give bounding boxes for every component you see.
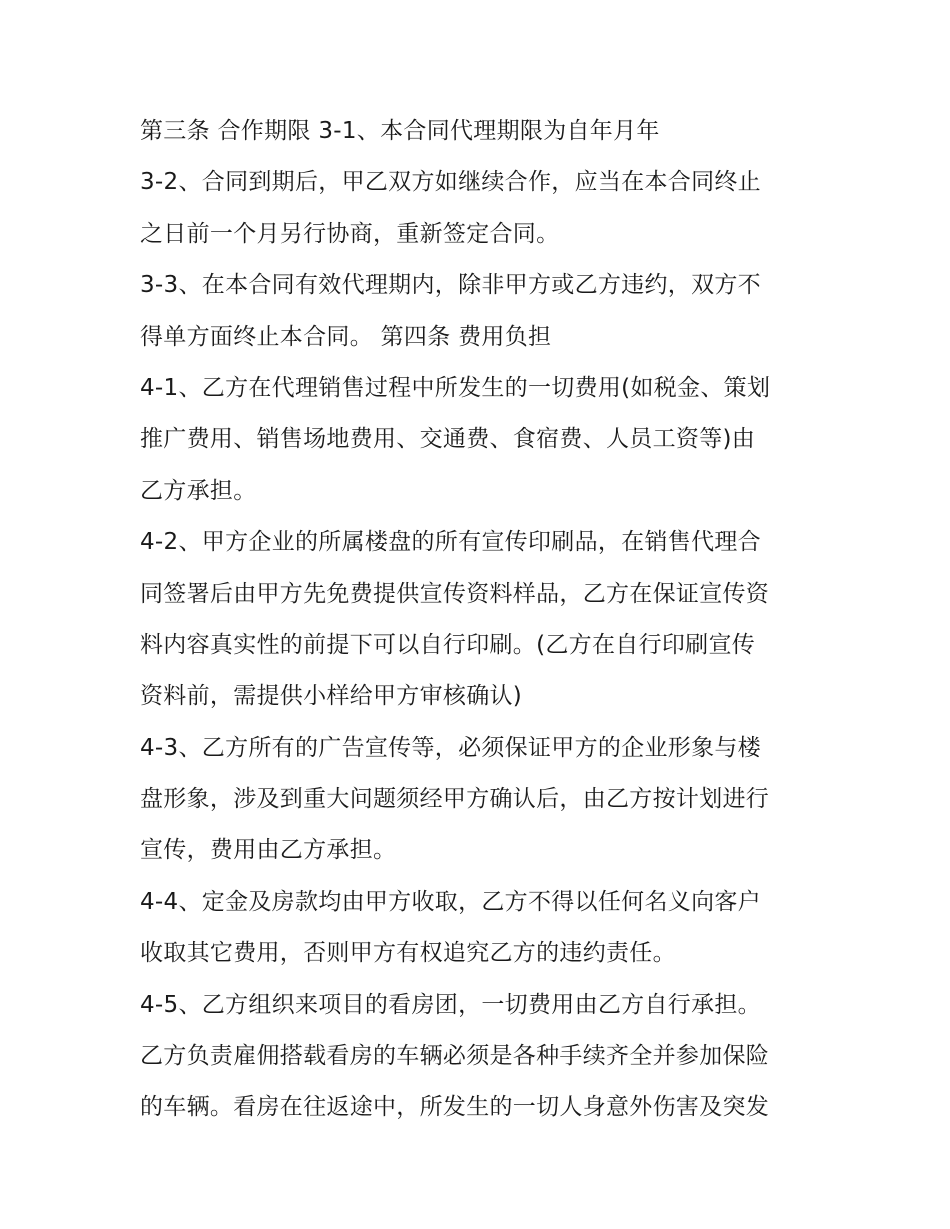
- text-line: 同签署后由甲方先免费提供宣传资料样品，乙方在保证宣传资: [140, 580, 770, 607]
- text-line: 4-3、乙方所有的广告宣传等，必须保证甲方的企业形象与楼: [140, 734, 761, 761]
- text-line: 4-4、定金及房款均由甲方收取，乙方不得以任何名义向客户: [140, 888, 761, 915]
- text-line: 得单方面终止本合同。 第四条 费用负担: [140, 323, 552, 350]
- text-line: 3-2、合同到期后，甲乙双方如继续合作，应当在本合同终止: [140, 169, 761, 196]
- text-line: 的车辆。看房在往返途中，所发生的一切人身意外伤害及突发: [140, 1094, 770, 1121]
- text-line: 4-5、乙方组织来项目的看房团，一切费用由乙方自行承担。: [140, 991, 761, 1018]
- text-line: 宣传，费用由乙方承担。: [140, 837, 397, 864]
- text-line: 收取其它费用，否则甲方有权追究乙方的违约责任。: [140, 940, 676, 967]
- text-line: 乙方负责雇佣搭载看房的车辆必须是各种手续齐全并参加保险: [140, 1043, 770, 1070]
- document-body: [140, 106, 830, 1134]
- text-line: 资料前，需提供小样给甲方审核确认): [140, 683, 523, 710]
- text-line: 料内容真实性的前提下可以自行印刷。(乙方在自行印刷宣传: [140, 631, 756, 658]
- text-line: 乙方承担。: [140, 477, 257, 504]
- text-line: 盘形象，涉及到重大问题须经甲方确认后，由乙方按计划进行: [140, 786, 770, 813]
- text-line: 推广费用、销售场地费用、交通费、食宿费、人员工资等)由: [140, 426, 756, 453]
- text-line: 3-3、在本合同有效代理期内，除非甲方或乙方违约，双方不: [140, 272, 761, 299]
- text-line: 4-2、甲方企业的所属楼盘的所有宣传印刷品，在销售代理合: [140, 529, 761, 556]
- text-line: 4-1、乙方在代理销售过程中所发生的一切费用(如税金、策划: [140, 374, 771, 401]
- text-line: 之日前一个月另行协商，重新签定合同。: [140, 220, 560, 247]
- text-line: 第三条 合作期限 3-1、本合同代理期限为自年月年: [140, 118, 660, 144]
